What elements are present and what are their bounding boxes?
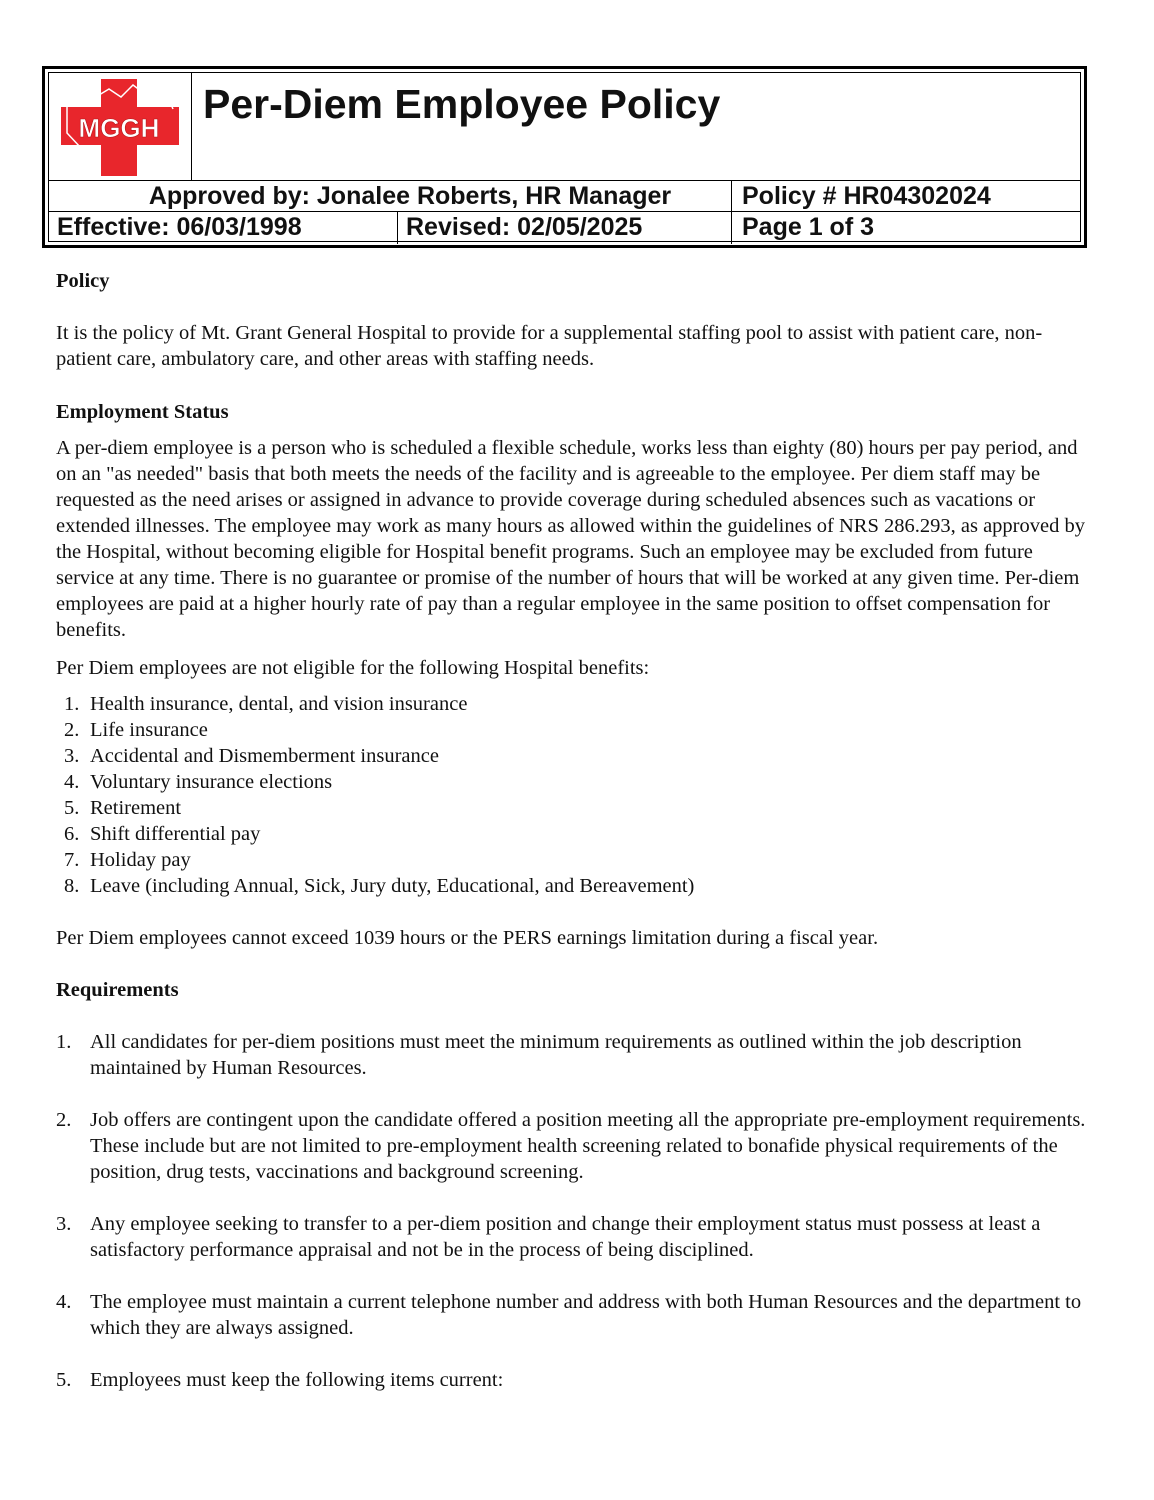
header-table: [48, 72, 1081, 242]
policy-paragraph: It is the policy of Mt. Grant General Hospital to provide for a supplemental staffing pool to assist with patient care, non-patient care, ambulatory care, and other areas with staffing needs.: [56, 322, 1043, 370]
list-item: 7. Holiday pay: [64, 849, 191, 871]
policy-header: [42, 66, 1087, 248]
benefits-list: [56, 691, 1096, 899]
list-item: 3. Accidental and Dismemberment insurance: [64, 745, 439, 767]
list-item: 8. Leave (including Annual, Sick, Jury duty, Educational, and Bereavement): [64, 875, 695, 897]
list-item: 3. Any employee seeking to transfer to a per-diem position and change their employment status must possess at least a satisfactory performance appraisal and not be in the process of being disciplined.: [56, 1213, 1041, 1261]
policy-number: Policy # HR04302024: [731, 181, 1080, 212]
list-item: 1. All candidates for per-diem positions must meet the minimum requirements as outlined within the job description maintained by Human Resources.: [56, 1031, 1022, 1079]
mggh-logo-icon: [49, 73, 191, 180]
list-item: 5. Employees must keep the following items current:: [56, 1369, 504, 1391]
list-item: 5. Retirement: [64, 797, 182, 819]
section-heading-policy: Policy: [56, 270, 110, 292]
section-heading-requirements: Requirements: [56, 979, 179, 1001]
revised-date: Revised: 02/05/2025: [397, 212, 731, 244]
benefits-intro: Per Diem employees are not eligible for the following Hospital benefits:: [56, 657, 650, 679]
employment-status-paragraph: A per-diem employee is a person who is scheduled a flexible schedule, works less than eighty (80) hours per pay period, and on an "as needed" basis that both meets the needs of the facility and is agreeable to the employee. Per diem staff may be requested as the need arises or assigned in advance to provide coverage during scheduled absences such as vacations or extended illnesses. The employee may work as many hours as allowed within the guidelines of NRS 286.293, as approved by the Hospital, without becoming eligible for Hospital benefit programs. Such an employee may be excluded from future service at any time. There is no guarantee or promise of the number of hours that will be worked at any given time. Per-diem employees are paid at a higher hourly rate of pay than a regular employee in the same position to offset compensation for benefits.: [56, 437, 1085, 641]
list-item: 4. The employee must maintain a current telephone number and address with both Human Resources and the department to which they are always assigned.: [56, 1291, 1082, 1339]
title-cell: [191, 73, 1080, 180]
approved-by: Approved by: Jonalee Roberts, HR Manager: [148, 182, 672, 210]
logo-text: MGGH: [78, 113, 160, 143]
requirements-list: [56, 1029, 1096, 1393]
logo-cell: [49, 73, 192, 180]
hours-limit-paragraph: Per Diem employees cannot exceed 1039 hours or the PERS earnings limitation during a fiscal year.: [56, 927, 879, 949]
list-item: 1. Health insurance, dental, and vision insurance: [64, 693, 468, 715]
header-row-approval: [49, 180, 1080, 212]
list-item: 4. Voluntary insurance elections: [64, 771, 333, 793]
list-item: 2. Job offers are contingent upon the candidate offered a position meeting all the appropriate pre-employment requirements. These include but are not limited to pre-employment health screening related to bonafide physical requirements of the position, drug tests, vaccinations and background screening.: [56, 1109, 1086, 1183]
list-item: 2. Life insurance: [64, 719, 208, 741]
section-heading-employment-status: Employment Status: [56, 401, 229, 423]
header-row-dates: [49, 211, 1080, 244]
effective-date: Effective: 06/03/1998: [57, 213, 302, 241]
document-body: [56, 268, 1096, 1393]
list-item: 6. Shift differential pay: [64, 823, 261, 845]
page-title: Per-Diem Employee Policy: [203, 81, 721, 127]
page-indicator: Page 1 of 3: [731, 212, 1080, 244]
